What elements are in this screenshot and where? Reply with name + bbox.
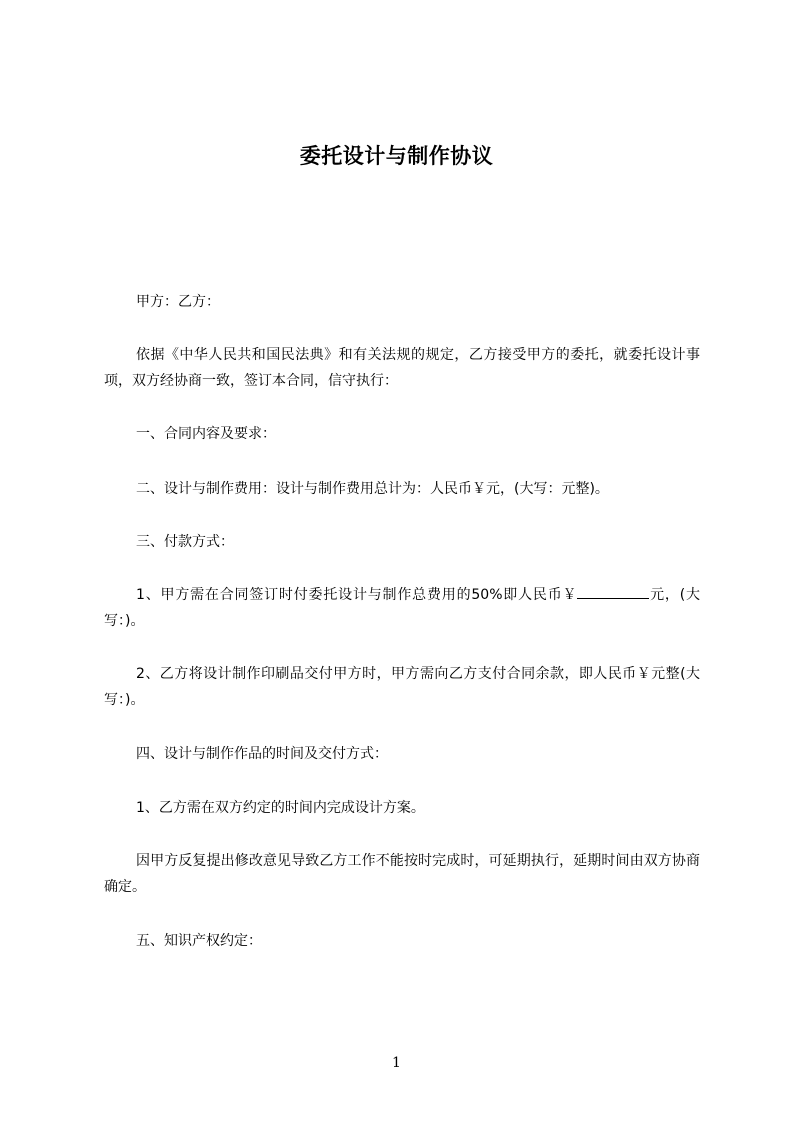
parties-line: 甲方：乙方： — [136, 294, 220, 310]
section-2-fees: 二、设计与制作费用：设计与制作费用总计为：人民币￥元，(大写：元整)。 — [136, 481, 609, 497]
payment-clause-2: 2、乙方将设计制作印刷品交付甲方时，甲方需向乙方支付合同余款，即人民币￥元整(大写：)。 — [104, 666, 700, 708]
section-3-heading: 三、付款方式： — [136, 534, 234, 550]
document-title: 委托设计与制作协议 — [299, 144, 494, 168]
amount-blank-line — [577, 584, 649, 599]
section-4-heading: 四、设计与制作作品的时间及交付方式： — [136, 746, 388, 762]
section-1-heading: 一、合同内容及要求： — [136, 426, 276, 442]
payment-clause-1-tail: 元，(大写：)。 — [104, 587, 700, 629]
delay-clause: 因甲方反复提出修改意见导致乙方工作不能按时完成时，可延期执行，延期时间由双方协商确定。 — [104, 853, 700, 895]
page-number: 1 — [392, 1055, 401, 1071]
preamble-paragraph: 依据《中华人民共和国民法典》和有关法规的规定，乙方接受甲方的委托，就委托设计事项，双方经协商一致，签订本合同，信守执行： — [104, 347, 700, 389]
section-5-heading: 五、知识产权约定： — [136, 933, 262, 949]
payment-clause-1 — [104, 582, 700, 634]
payment-clause-1-text: 1、甲方需在合同签订时付委托设计与制作总费用的50%即人民币￥ — [136, 587, 578, 603]
delivery-clause-1: 1、乙方需在双方约定的时间内完成设计方案。 — [136, 800, 425, 816]
